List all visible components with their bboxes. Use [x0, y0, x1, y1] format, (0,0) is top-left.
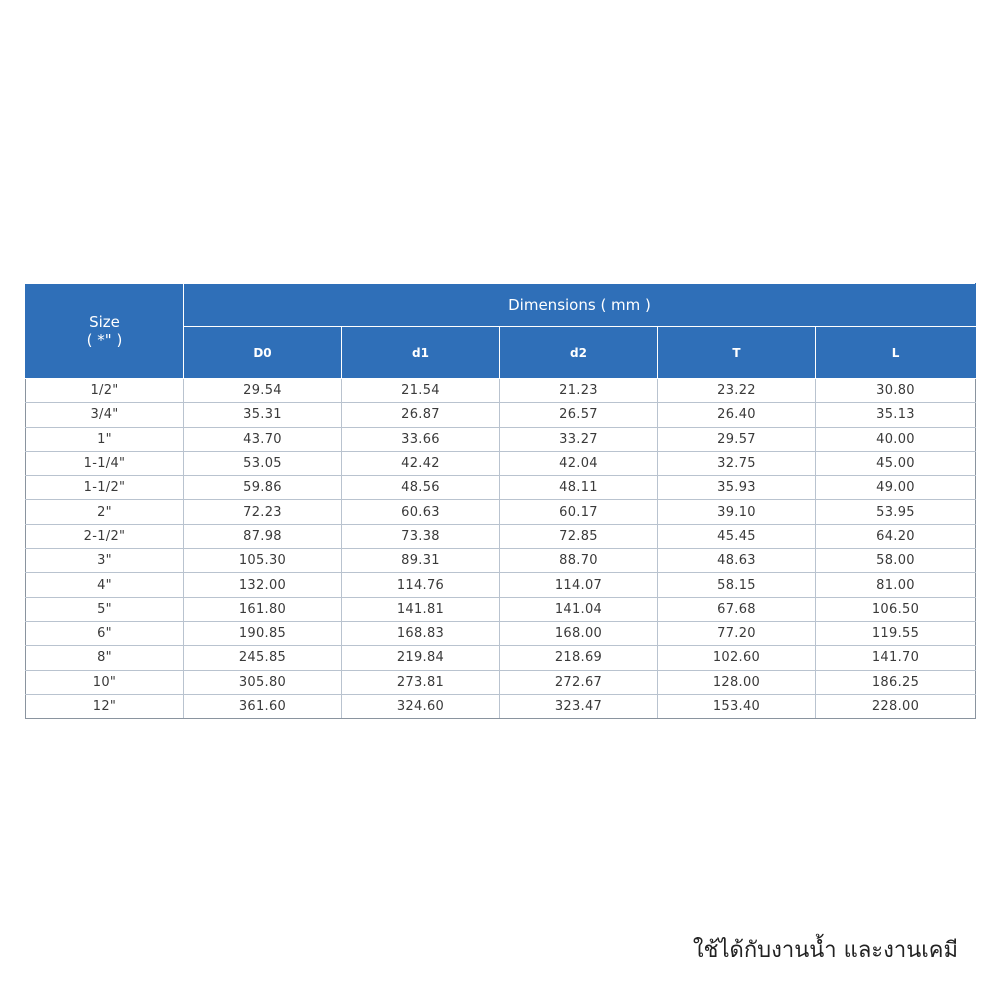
dimension-cell: 29.54 [184, 379, 342, 403]
dimension-cell: 245.85 [184, 646, 342, 670]
dimension-cell: 105.30 [184, 549, 342, 573]
dimension-cell: 114.76 [342, 573, 500, 597]
dimension-cell: 49.00 [816, 476, 976, 500]
dimension-cell: 64.20 [816, 524, 976, 548]
size-cell: 3" [26, 549, 184, 573]
dimension-cell: 141.04 [500, 597, 658, 621]
dimension-cell: 323.47 [500, 694, 658, 718]
table-row [26, 524, 976, 548]
dimension-cell: 53.05 [184, 451, 342, 475]
dimension-cell: 53.95 [816, 500, 976, 524]
size-cell: 1" [26, 427, 184, 451]
size-cell: 5" [26, 597, 184, 621]
dimension-cell: 81.00 [816, 573, 976, 597]
dimension-cell: 119.55 [816, 621, 976, 645]
dimension-cell: 45.45 [658, 524, 816, 548]
size-cell: 10" [26, 670, 184, 694]
table-row [26, 670, 976, 694]
table-row [26, 451, 976, 475]
dimension-cell: 186.25 [816, 670, 976, 694]
table-row [26, 646, 976, 670]
dimension-cell: 87.98 [184, 524, 342, 548]
dimension-cell: 73.38 [342, 524, 500, 548]
usage-note: ใช้ได้กับงานน้ำ และงานเคมี [692, 938, 958, 963]
dimension-cell: 141.81 [342, 597, 500, 621]
dimension-cell: 219.84 [342, 646, 500, 670]
dimension-cell: 59.86 [184, 476, 342, 500]
table-row [26, 427, 976, 451]
table-header [26, 284, 976, 379]
size-cell: 1-1/2" [26, 476, 184, 500]
dimension-cell: 114.07 [500, 573, 658, 597]
table-row [26, 379, 976, 403]
dimension-cell: 218.69 [500, 646, 658, 670]
dimension-cell: 67.68 [658, 597, 816, 621]
dimension-cell: 35.31 [184, 403, 342, 427]
dimension-cell: 42.42 [342, 451, 500, 475]
dimension-cell: 88.70 [500, 549, 658, 573]
dimension-cell: 141.70 [816, 646, 976, 670]
size-header-label: Size [89, 313, 120, 331]
dimension-cell: 35.13 [816, 403, 976, 427]
dimension-cell: 26.40 [658, 403, 816, 427]
size-cell: 3/4" [26, 403, 184, 427]
dimension-cell: 39.10 [658, 500, 816, 524]
column-header-l: L [816, 327, 976, 379]
size-cell: 1/2" [26, 379, 184, 403]
dimension-cell: 35.93 [658, 476, 816, 500]
table-body [26, 379, 976, 719]
dimension-cell: 361.60 [184, 694, 342, 718]
dimension-cell: 77.20 [658, 621, 816, 645]
dimension-cell: 26.57 [500, 403, 658, 427]
dimension-cell: 89.31 [342, 549, 500, 573]
dimension-cell: 45.00 [816, 451, 976, 475]
dimension-cell: 168.00 [500, 621, 658, 645]
dimension-cell: 29.57 [658, 427, 816, 451]
dimension-cell: 190.85 [184, 621, 342, 645]
dimension-cell: 168.83 [342, 621, 500, 645]
size-cell: 2-1/2" [26, 524, 184, 548]
dimension-cell: 132.00 [184, 573, 342, 597]
dimension-cell: 33.66 [342, 427, 500, 451]
dimension-cell: 153.40 [658, 694, 816, 718]
dimension-cell: 26.87 [342, 403, 500, 427]
size-header [26, 284, 184, 379]
dimension-cell: 48.63 [658, 549, 816, 573]
dimension-cell: 161.80 [184, 597, 342, 621]
dimension-cell: 58.15 [658, 573, 816, 597]
size-cell: 6" [26, 621, 184, 645]
dimension-cell: 21.54 [342, 379, 500, 403]
dimension-cell: 305.80 [184, 670, 342, 694]
dimension-cell: 48.56 [342, 476, 500, 500]
column-header-t: T [658, 327, 816, 379]
size-header-unit: ( *" ) [86, 331, 123, 349]
dimension-cell: 48.11 [500, 476, 658, 500]
dimension-cell: 102.60 [658, 646, 816, 670]
dimensions-table [25, 283, 976, 719]
dimension-cell: 272.67 [500, 670, 658, 694]
dimension-cell: 43.70 [184, 427, 342, 451]
table-row [26, 500, 976, 524]
dimension-cell: 30.80 [816, 379, 976, 403]
dimension-cell: 60.63 [342, 500, 500, 524]
dimension-cell: 33.27 [500, 427, 658, 451]
table-row [26, 573, 976, 597]
size-cell: 1-1/4" [26, 451, 184, 475]
dimension-cell: 58.00 [816, 549, 976, 573]
table-row [26, 403, 976, 427]
table-row [26, 549, 976, 573]
size-cell: 4" [26, 573, 184, 597]
dimension-cell: 32.75 [658, 451, 816, 475]
size-cell: 8" [26, 646, 184, 670]
dimension-cell: 324.60 [342, 694, 500, 718]
dimension-cell: 228.00 [816, 694, 976, 718]
dimension-cell: 23.22 [658, 379, 816, 403]
table-row [26, 597, 976, 621]
dimension-cell: 42.04 [500, 451, 658, 475]
dimension-cell: 72.85 [500, 524, 658, 548]
table-row [26, 621, 976, 645]
size-cell: 12" [26, 694, 184, 718]
column-header-d0: D0 [184, 327, 342, 379]
dimension-cell: 273.81 [342, 670, 500, 694]
table-row [26, 476, 976, 500]
dimension-cell: 21.23 [500, 379, 658, 403]
size-cell: 2" [26, 500, 184, 524]
table-row [26, 694, 976, 718]
dimension-cell: 106.50 [816, 597, 976, 621]
dimension-cell: 40.00 [816, 427, 976, 451]
dimension-cell: 60.17 [500, 500, 658, 524]
dimension-cell: 128.00 [658, 670, 816, 694]
dimension-cell: 72.23 [184, 500, 342, 524]
column-header-d2: d2 [500, 327, 658, 379]
dimensions-header: Dimensions ( mm ) [184, 284, 976, 327]
column-header-d1: d1 [342, 327, 500, 379]
